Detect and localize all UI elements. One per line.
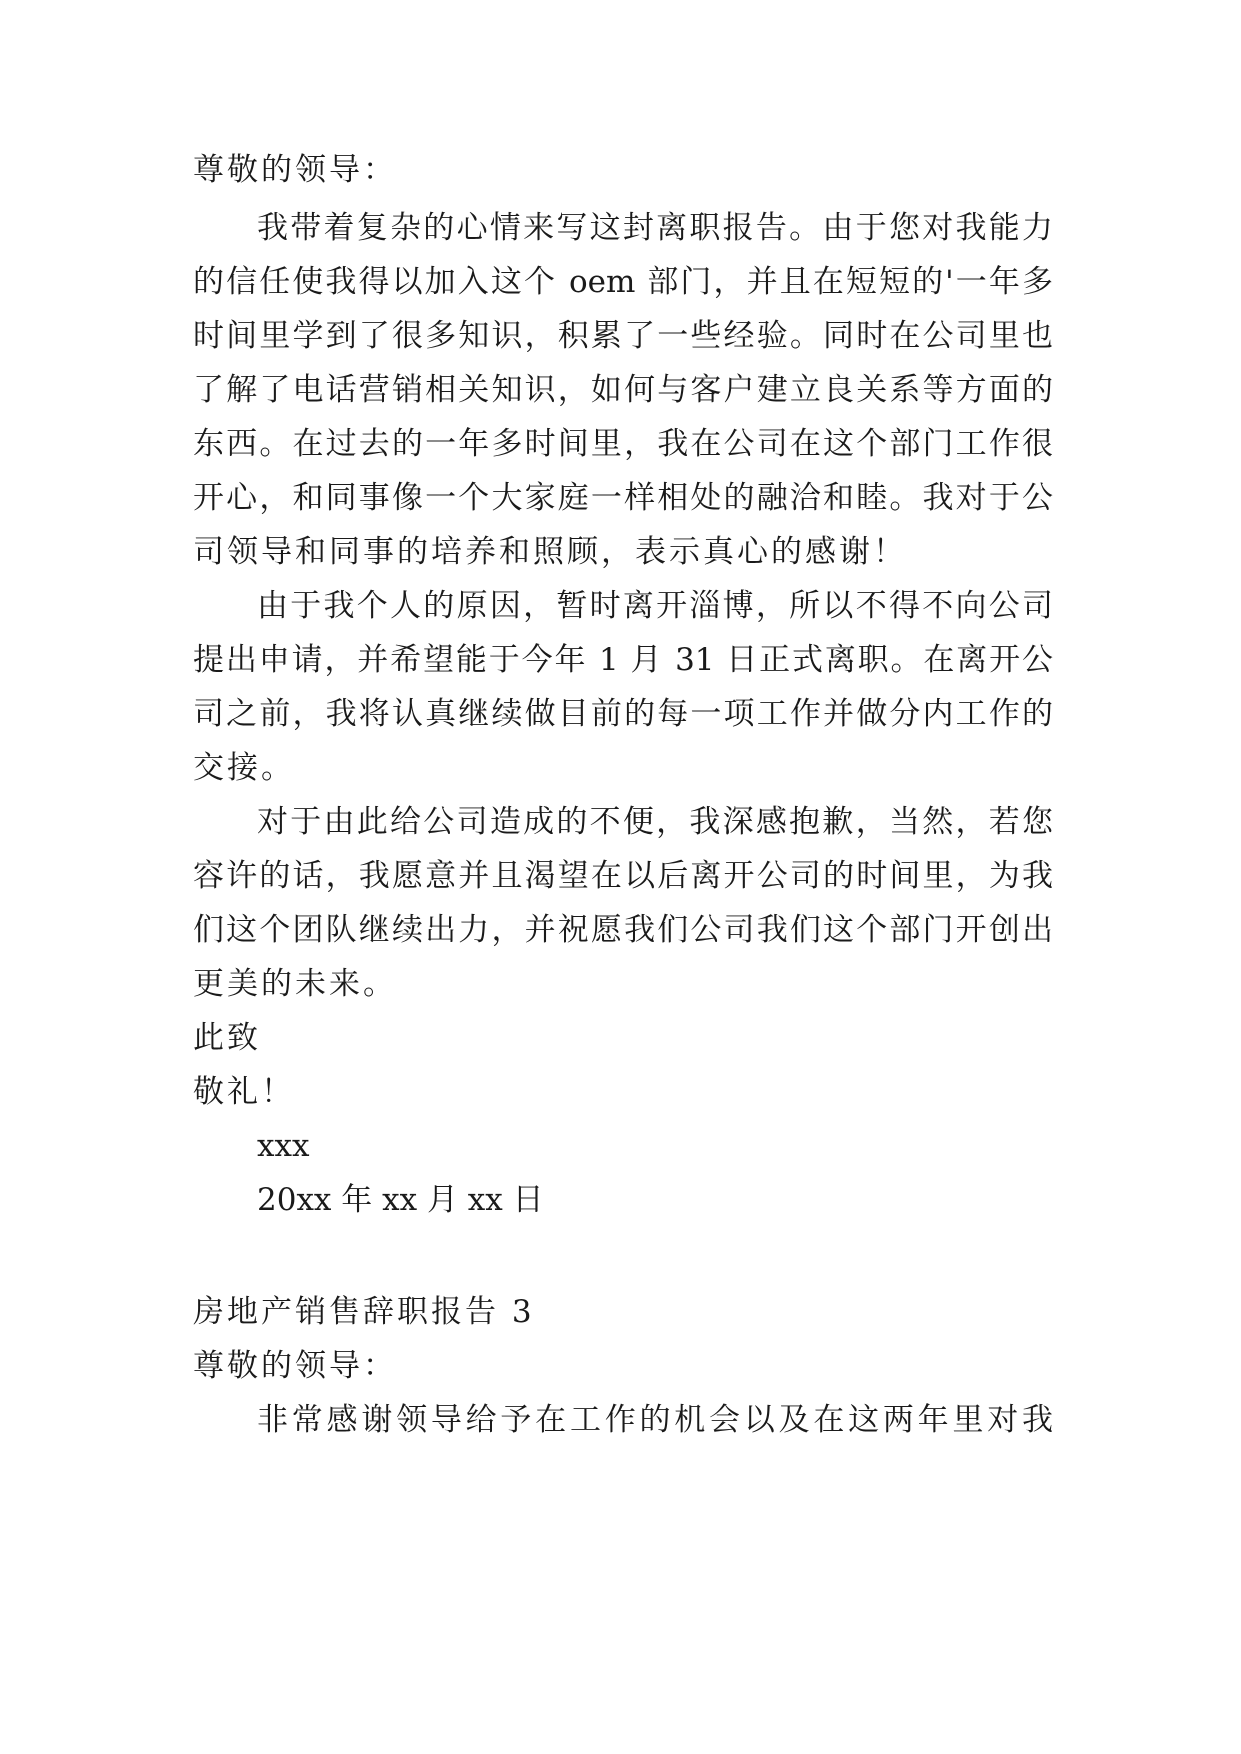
- paragraph-line: 们这个团队继续出力，并祝愿我们公司我们这个部门开创出: [193, 912, 1053, 948]
- closing-line: 此致: [193, 1020, 261, 1056]
- paragraph-line: 提出申请，并希望能于今年 1 月 31 日正式离职。在离开公: [193, 642, 1053, 678]
- paragraph-line: 容许的话，我愿意并且渴望在以后离开公司的时间里，为我: [193, 858, 1053, 894]
- paragraph-line: 更美的未来。: [193, 966, 397, 1002]
- section-title: 房地产销售辞职报告 3: [193, 1294, 535, 1330]
- paragraph-line: 对于由此给公司造成的不便，我深感抱歉，当然，若您: [257, 804, 1053, 840]
- paragraph-line: 时间里学到了很多知识，积累了一些经验。同时在公司里也: [193, 318, 1053, 354]
- paragraph-line: 了解了电话营销相关知识，如何与客户建立良关系等方面的: [193, 372, 1053, 408]
- closing-line: 敬礼！: [193, 1074, 295, 1110]
- paragraph-line: 东西。在过去的一年多时间里，我在公司在这个部门工作很: [193, 426, 1053, 462]
- paragraph-line: 司领导和同事的培养和照顾，表示真心的感谢！: [193, 534, 907, 570]
- salutation: 尊敬的领导：: [193, 152, 397, 188]
- paragraph-line: 开心，和同事像一个大家庭一样相处的融洽和睦。我对于公: [193, 480, 1053, 516]
- paragraph-line: 司之前，我将认真继续做目前的每一项工作并做分内工作的: [193, 696, 1053, 732]
- salutation: 尊敬的领导：: [193, 1348, 397, 1384]
- paragraph-line: 由于我个人的原因，暂时离开淄博，所以不得不向公司: [257, 588, 1053, 624]
- signature: xxx: [257, 1128, 310, 1164]
- paragraph-line: 我带着复杂的心情来写这封离职报告。由于您对我能力: [257, 210, 1053, 246]
- paragraph-line: 非常感谢领导给予在工作的机会以及在这两年里对我: [257, 1402, 1053, 1438]
- paragraph-line: 交接。: [193, 750, 295, 786]
- paragraph-line: 的信任使我得以加入这个 oem 部门，并且在短短的'一年多: [193, 264, 1053, 300]
- date: 20xx 年 xx 月 xx 日: [257, 1182, 544, 1218]
